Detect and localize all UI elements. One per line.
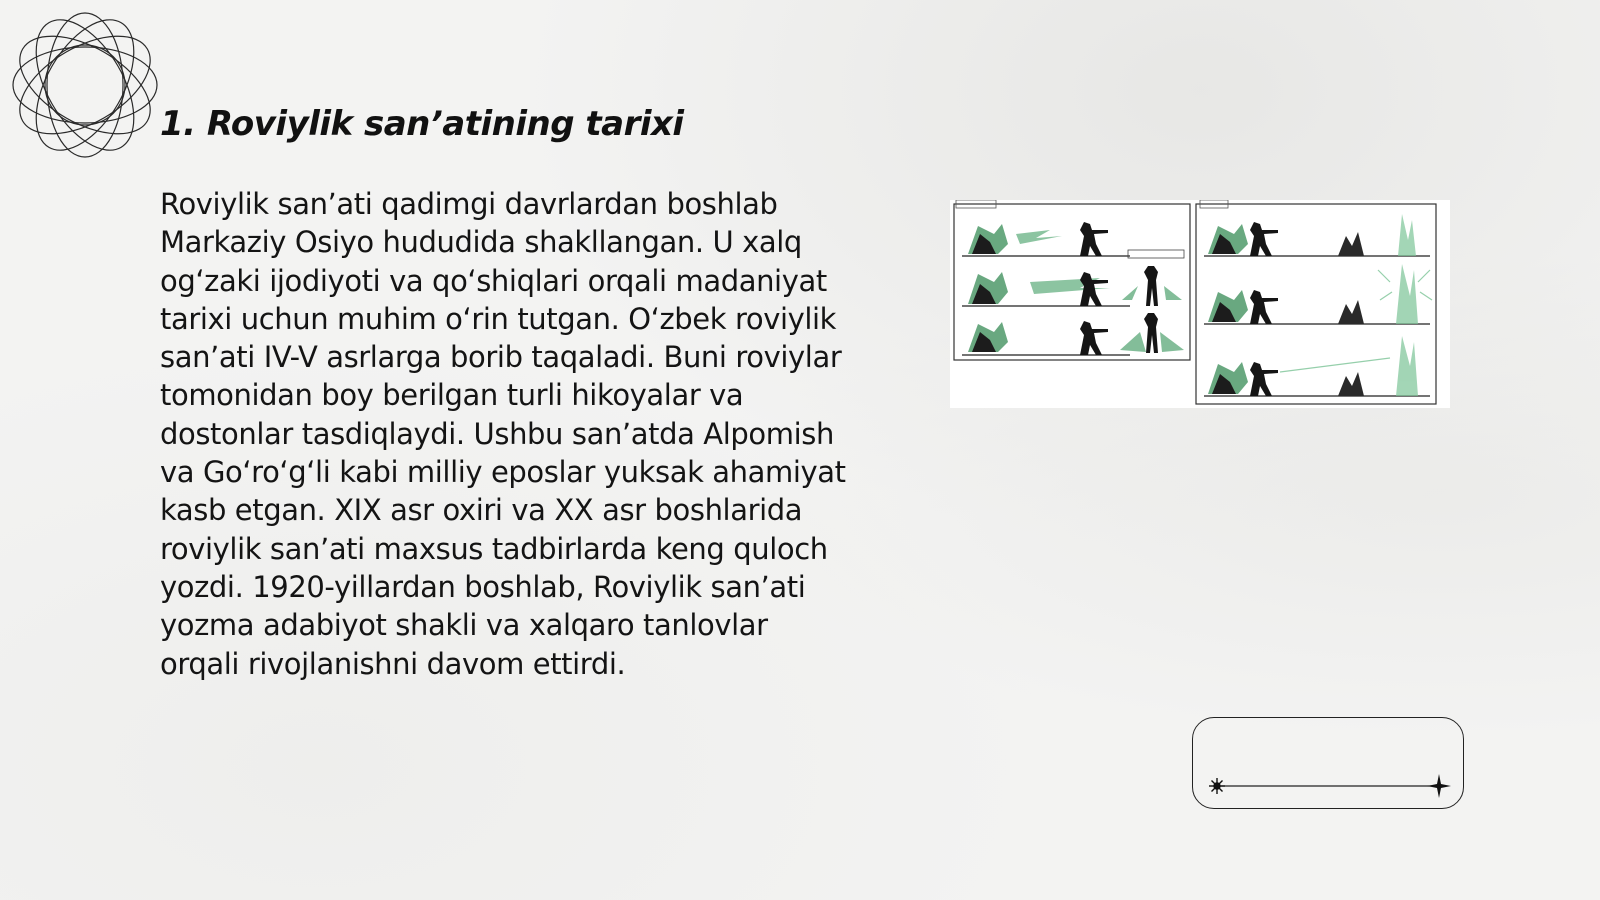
- sparkle-icon: [1427, 774, 1451, 798]
- floral-circle-ornament-icon: [10, 10, 160, 160]
- slide-title: 1. Roviylik san’atining tarixi: [160, 104, 684, 144]
- timeline-box: [1192, 717, 1464, 809]
- storyboard-illustration: [950, 200, 1450, 408]
- sun-burst-icon: [1209, 778, 1225, 794]
- slide-body-text: Roviylik san’ati qadimgi davrlardan boshlab Markaziy Osiyo hududida shakllangan. U xalq og‘zaki ijodiyoti va qo‘shiqlari orqali madaniyat tarixi uchun muhim o‘rin tutgan. O‘zbek roviylik san’ati IV-V asrlarga borib taqaladi. Buni roviylar tomonidan boy berilgan turli hikoyalar va dostonlar tasdiqlaydi. Ushbu san’atda Alpomish va Go‘ro‘g‘li kabi milliy eposlar yuksak ahamiyat kasb etgan. XIX asr oxiri va XX asr boshlarida roviylik san’ati maxsus tadbirlarda keng quloch yozdi. 1920-yillardan boshlab, Roviylik san’ati yozma adabiyot shakli va xalqaro tanlovlar orqali rivojlanishni davom ettirdi.: [160, 187, 846, 681]
- timeline-line: [1193, 718, 1465, 810]
